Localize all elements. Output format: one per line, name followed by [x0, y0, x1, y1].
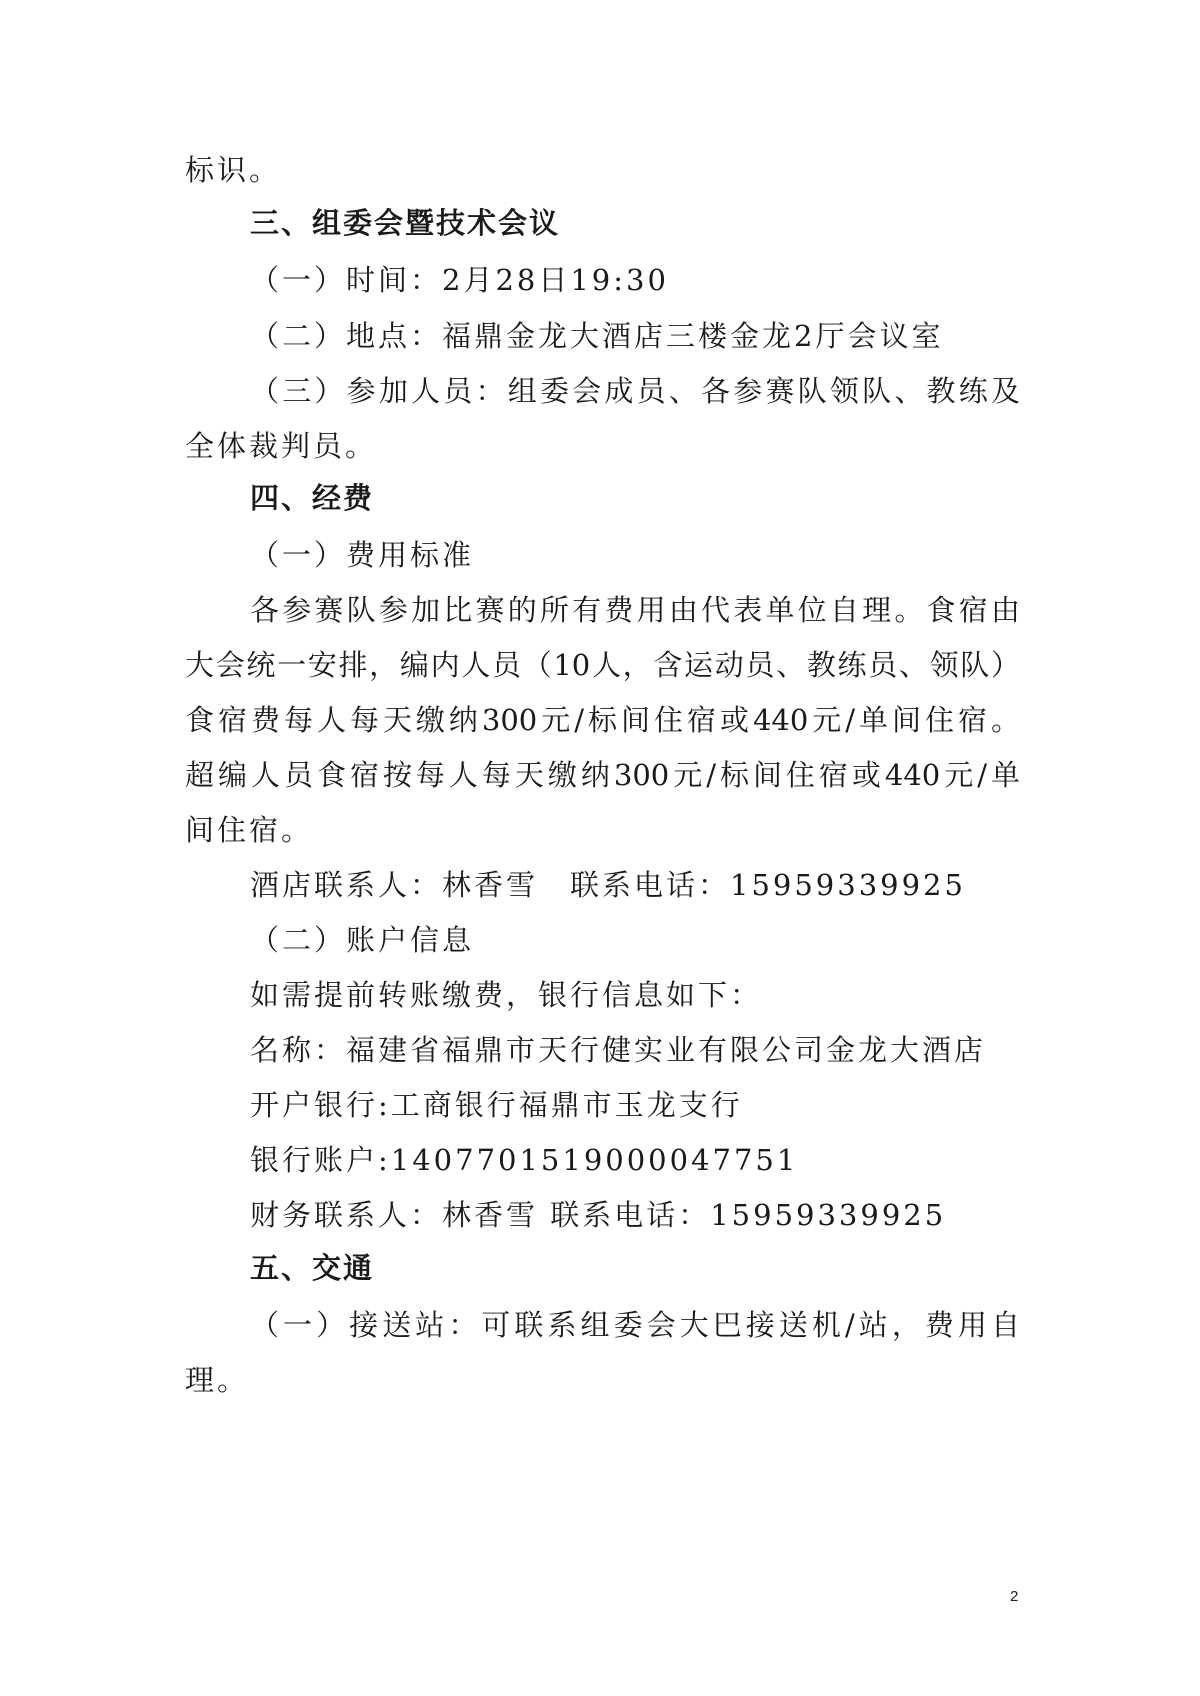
subheading-account-info: （二）账户信息: [250, 923, 475, 957]
bank-info-intro: 如需提前转账缴费，银行信息如下：: [250, 978, 763, 1012]
fee-paragraph-line-2: 大会统一安排，编内人员（10人，含运动员、教练员、领队）: [185, 648, 1020, 682]
page-number: 2: [1010, 1588, 1019, 1605]
fee-paragraph-line-5: 间住宿。: [185, 813, 314, 847]
text-line-biaoshi: 标识。: [185, 153, 282, 187]
fee-paragraph-line-3: 食宿费每人每天缴纳300元/标间住宿或440元/单间住宿。: [185, 703, 1020, 737]
section-heading-fees: 四、经费: [250, 481, 375, 515]
fee-paragraph-line-1: 各参赛队参加比赛的所有费用由代表单位自理。食宿由: [250, 593, 1020, 627]
hotel-contact: 酒店联系人：林香雪 联系电话：15959339925: [250, 868, 966, 902]
finance-contact: 财务联系人：林香雪 联系电话：15959339925: [250, 1198, 947, 1232]
meeting-location: （二）地点：福鼎金龙大酒店三楼金龙2厅会议室: [250, 319, 944, 353]
transport-pickup-cont: 理。: [185, 1363, 250, 1397]
section-heading-meeting: 三、组委会暨技术会议: [250, 206, 561, 240]
fee-paragraph-line-4: 超编人员食宿按每人每天缴纳300元/标间住宿或440元/单: [185, 758, 1020, 792]
account-name: 名称：福建省福鼎市天行健实业有限公司金龙大酒店: [250, 1033, 987, 1067]
section-heading-transport: 五、交通: [250, 1251, 375, 1285]
meeting-participants: （三）参加人员：组委会成员、各参赛队领队、教练及: [250, 374, 1020, 408]
meeting-participants-cont: 全体裁判员。: [185, 429, 378, 463]
meeting-time: （一）时间：2月28日19:30: [250, 263, 669, 297]
transport-pickup: （一）接送站：可联系组委会大巴接送机/站，费用自: [250, 1308, 1020, 1342]
opening-bank: 开户银行:工商银行福鼎市玉龙支行: [250, 1088, 743, 1122]
subheading-fee-standard: （一）费用标准: [250, 538, 475, 572]
bank-account-number: 银行账户:1407701519000047751: [250, 1143, 799, 1177]
